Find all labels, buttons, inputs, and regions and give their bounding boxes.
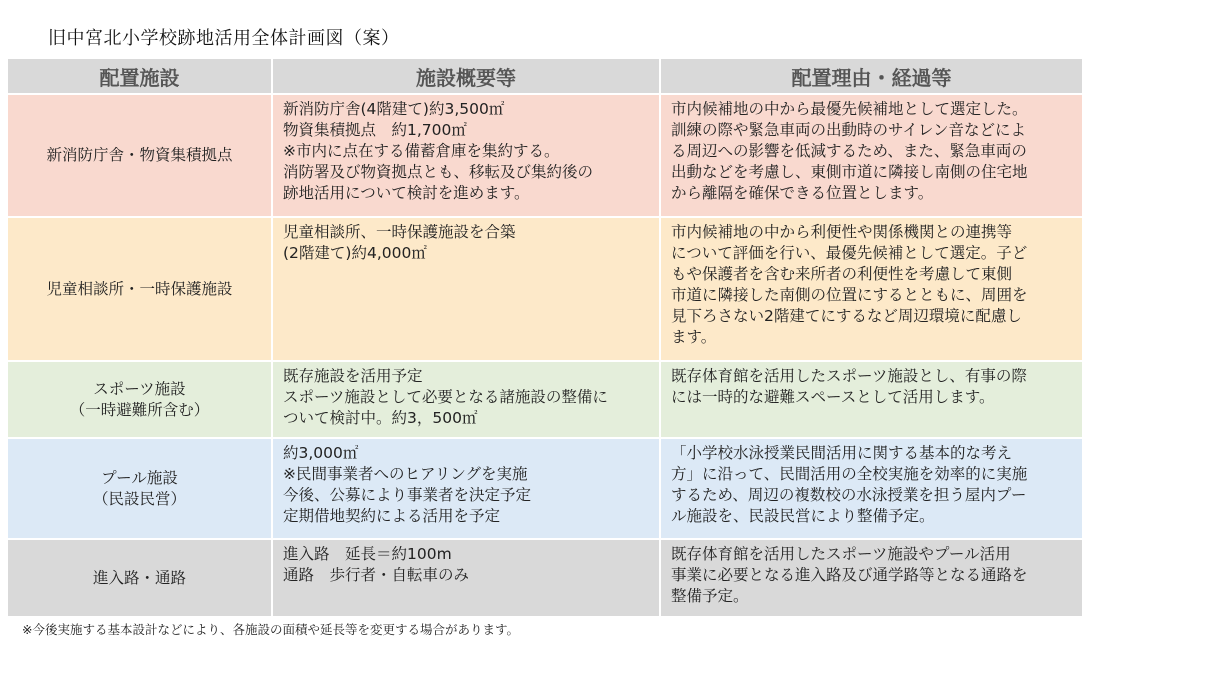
overview-cell (273, 362, 659, 437)
header-facility: 配置施設 (8, 59, 271, 93)
overview-line: 新消防庁舎(4階建て)約3,500㎡ (283, 100, 505, 118)
table-row (8, 540, 1082, 616)
facility-name: 進入路・通路 (92, 568, 186, 587)
header-reason: 配置理由・経過等 (661, 59, 1082, 93)
reason-line: ル施設を、民設民営により整備予定。 (671, 507, 935, 525)
reason-line: について評価を行い、最優先候補として選定。子ど (671, 244, 1028, 262)
facility-plan-table (6, 57, 1084, 618)
reason-cell (661, 218, 1082, 360)
reason-line: するため、周辺の複数校の水泳授業を担う屋内プー (671, 486, 1027, 504)
facility-cell (8, 540, 271, 616)
reason-line: 市内候補地の中から最優先候補地として選定した。 (671, 100, 1028, 118)
reason-line: には一時的な避難スペースとして活用します。 (671, 388, 995, 406)
overview-line: 今後、公募により事業者を決定予定 (283, 486, 532, 504)
overview-line: スポーツ施設として必要となる諸施設の整備に (283, 388, 608, 406)
reason-line: 市道に隣接した南側の位置にするとともに、周囲を (671, 286, 1028, 304)
footnote: ※今後実施する基本設計などにより、各施設の面積や延長等を変更する場合があります。 (22, 622, 519, 637)
overview-line: 約3,000㎡ (283, 444, 359, 462)
reason-line: 方」に沿って、民間活用の全校実施を効率的に実施 (671, 465, 1028, 483)
page-title: 旧中宮北小学校跡地活用全体計画図（案） (48, 28, 400, 49)
reason-line: 出動などを考慮し、東側市道に隣接し南側の住宅地 (671, 163, 1028, 181)
overview-line: 進入路 延長＝約100m (283, 545, 452, 563)
reason-line: もや保護者を含む来所者の利便性を考慮して東側 (671, 265, 1013, 283)
overview-line: 定期借地契約による活用を予定 (283, 507, 501, 525)
reason-line: ます。 (671, 328, 717, 346)
reason-cell (661, 95, 1082, 216)
overview-cell (273, 439, 659, 538)
facility-cell (8, 218, 271, 360)
table-row (8, 362, 1082, 437)
reason-cell (661, 362, 1082, 437)
overview-line: (2階建て)約4,000㎡ (283, 244, 427, 262)
overview-line: 児童相談所、一時保護施設を合築 (283, 223, 516, 241)
overview-line: ※市内に点在する備蓄倉庫を集約する。 (283, 142, 560, 160)
reason-cell (661, 439, 1082, 538)
facility-name: スポーツ施設 (93, 379, 186, 398)
facility-cell (8, 95, 271, 216)
overview-line: 消防署及び物資拠点とも、移転及び集約後の (283, 163, 594, 181)
facility-note: （一時避難所含む） (69, 400, 210, 419)
reason-line: 既存体育館を活用したスポーツ施設やプール活用 (671, 545, 1011, 563)
facility-name: 新消防庁舎・物資集積拠点 (46, 146, 233, 164)
overview-line: 物資集積拠点 約1,700㎡ (283, 121, 467, 139)
reason-cell (661, 540, 1082, 616)
overview-line: 通路 歩行者・自転車のみ (283, 566, 470, 584)
overview-line: ※民間事業者へのヒアリングを実施 (283, 465, 528, 483)
reason-line: る周辺への影響を低減するため、また、緊急車両の (671, 142, 1027, 160)
header-overview: 施設概要等 (273, 59, 659, 93)
overview-line: ついて検討中。約3，500㎡ (283, 409, 478, 427)
facility-cell (8, 439, 271, 538)
table-header-row (8, 59, 1082, 93)
table-row (8, 95, 1082, 216)
reason-line: 訓練の際や緊急車両の出動時のサイレン音などによ (671, 121, 1027, 139)
reason-line: 既存体育館を活用したスポーツ施設とし、有事の際 (671, 367, 1027, 385)
facility-name: プール施設 (101, 468, 178, 487)
overview-line: 既存施設を活用予定 (283, 367, 423, 385)
facility-note: （民設民営） (92, 489, 186, 508)
facility-name: 児童相談所・一時保護施設 (46, 279, 233, 298)
overview-cell (273, 540, 659, 616)
reason-line: 事業に必要となる進入路及び通学路等となる通路を (671, 566, 1028, 584)
facility-cell (8, 362, 271, 437)
overview-cell (273, 218, 659, 360)
overview-cell (273, 95, 659, 216)
reason-line: から離隔を確保できる位置とします。 (671, 184, 934, 202)
reason-line: 市内候補地の中から利便性や関係機関との連携等 (671, 223, 1013, 241)
table-row (8, 218, 1082, 360)
table-row (8, 439, 1082, 538)
reason-line: 整備予定。 (671, 587, 749, 605)
reason-line: 見下ろさない2階建てにするなど周辺環境に配慮し (671, 307, 1022, 325)
overview-line: 跡地活用について検討を進めます。 (283, 184, 530, 202)
reason-line: 「小学校水泳授業民間活用に関する基本的な考え (671, 444, 1013, 462)
